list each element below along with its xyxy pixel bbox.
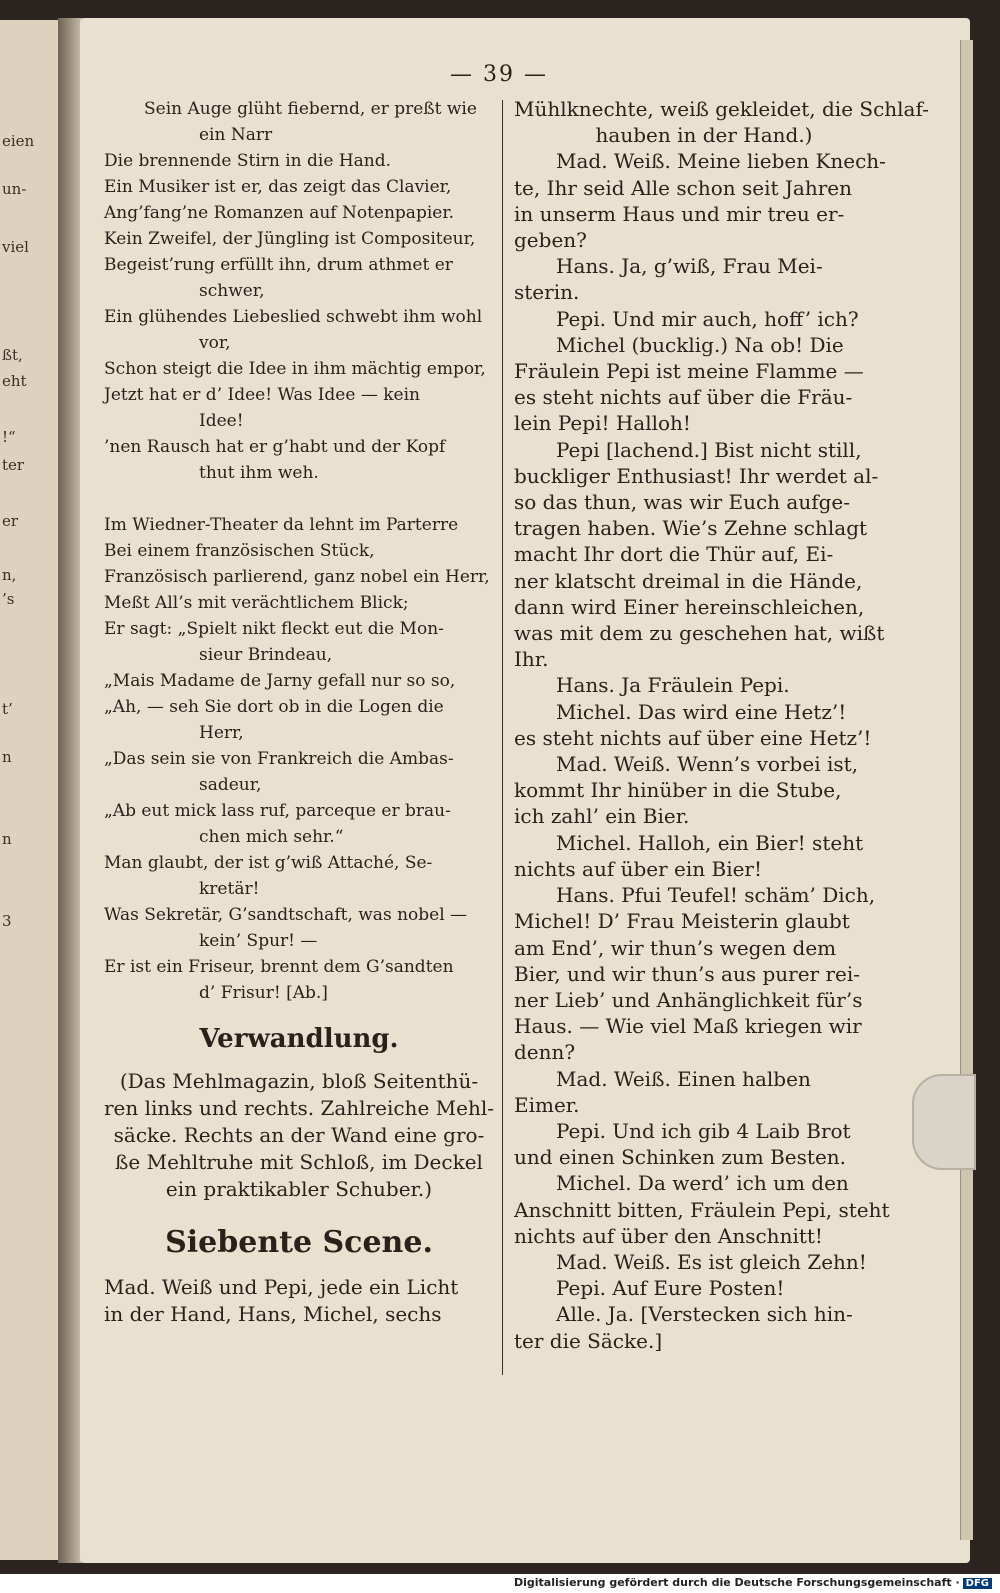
text-line: Idee!	[199, 411, 244, 431]
text-line: es steht nichts auf über eine Hetz’!	[514, 725, 872, 750]
text-line: Michel. Halloh, ein Bier! steht	[556, 830, 864, 855]
text-line: Mad. Weiß. Meine lieben Knech-	[556, 149, 886, 174]
text-line: Ein glühendes Liebeslied schwebt ihm wohl	[104, 307, 483, 327]
margin-fragment: un-	[2, 180, 27, 198]
text-line: Hans. Ja Fräulein Pepi.	[556, 673, 790, 698]
text-line: am End’, wir thun’s wegen dem	[514, 935, 837, 960]
text-line: Ang’fang’ne Romanzen auf Notenpapier.	[104, 203, 454, 223]
column-rule	[502, 100, 503, 1375]
text-line: Fräulein Pepi ist meine Flamme —	[514, 359, 864, 384]
text-line: buckliger Enthusiast! Ihr werdet al-	[514, 463, 879, 488]
text-line: Michel (bucklig.) Na ob! Die	[556, 332, 844, 357]
text-line: d’ Frisur! [Ab.]	[199, 983, 328, 1003]
text-line: in der Hand, Hans, Michel, sechs	[104, 1302, 442, 1326]
text-line: Meßt All’s mit verächtlichem Blick;	[104, 593, 409, 613]
text-line: Mad. Weiß und Pepi, jede ein Licht	[104, 1275, 459, 1299]
text-line: ein Narr	[199, 125, 273, 145]
stage-direction-scene-setting	[104, 1068, 494, 1203]
text-line: Er sagt: „Spielt nikt fleckt eut die Mon-	[104, 619, 444, 639]
text-line: „Das sein sie von Frankreich die Ambas-	[104, 749, 454, 769]
text-line: denn?	[514, 1040, 576, 1065]
text-line: tragen haben. Wie’s Zehne schlagt	[514, 516, 868, 541]
footer-text: Digitalisierung gefördert durch die Deutsche Forschungsgemeinschaft ·	[513, 1576, 960, 1589]
text-line: Er ist ein Friseur, brennt dem G’sandten	[104, 957, 454, 977]
text-line: und einen Schinken zum Besten.	[514, 1145, 847, 1170]
text-line: Jetzt hat er d’ Idee! Was Idee — kein	[104, 385, 420, 405]
margin-fragment: n	[2, 830, 12, 848]
text-line: Ihr.	[514, 647, 549, 672]
transformation-heading: Verwandlung.	[199, 1024, 399, 1054]
text-line: hauben in der Hand.)	[595, 123, 813, 148]
margin-fragment: n,	[2, 566, 17, 584]
margin-fragment: 3	[2, 912, 12, 930]
text-line: Schon steigt die Idee in ihm mächtig empor,	[104, 359, 486, 379]
text-line: Pepi. Auf Eure Posten!	[556, 1276, 785, 1301]
margin-fragment: eien	[2, 132, 35, 150]
page-number: — 39 —	[450, 62, 548, 87]
text-line: dann wird Einer hereinschleichen,	[514, 594, 865, 619]
verse-stanza-1	[104, 96, 494, 486]
text-line: „Ab eut mick lass ruf, parceque er brau-	[104, 801, 451, 821]
text-line: Ein Musiker ist er, das zeigt das Clavier,	[104, 177, 452, 197]
text-line: macht Ihr dort die Thür auf, Ei-	[514, 542, 834, 567]
text-line: ich zahl’ ein Bier.	[514, 804, 690, 829]
margin-fragment: ter	[2, 456, 25, 474]
right-column	[514, 96, 929, 1354]
text-line: Anschnitt bitten, Fräulein Pepi, steht	[514, 1197, 890, 1222]
text-line: Mad. Weiß. Wenn’s vorbei ist,	[556, 752, 859, 777]
text-line: nichts auf über den Anschnitt!	[514, 1223, 823, 1248]
text-line: sieur Brindeau,	[199, 645, 333, 665]
text-line: säcke. Rechts an der Wand eine gro-	[113, 1123, 485, 1147]
text-line: geben?	[514, 228, 587, 253]
text-line: ein praktikabler Schuber.)	[165, 1177, 433, 1201]
margin-fragment: eht	[2, 372, 27, 390]
margin-fragment: n	[2, 748, 12, 766]
text-line: nichts auf über ein Bier!	[514, 856, 763, 881]
verse-stanza-2	[104, 512, 494, 1006]
text-line: Eimer.	[514, 1092, 580, 1117]
text-line: ße Mehltruhe mit Schloß, im Deckel	[115, 1150, 483, 1174]
text-line: Bier, und wir thun’s aus purer rei-	[514, 961, 860, 986]
text-line: so das thun, was wir Euch aufge-	[514, 490, 851, 515]
text-line: chen mich sehr.“	[199, 827, 344, 847]
left-column	[104, 96, 494, 1328]
book-gutter	[58, 18, 82, 1563]
text-line: ner klatscht dreimal in die Hände,	[514, 568, 863, 593]
text-line: in unserm Haus und mir treu er-	[514, 201, 845, 226]
page-stack-edge	[960, 40, 973, 1540]
text-line: Pepi. Und mir auch, hoff’ ich?	[556, 306, 859, 331]
text-line: Haus. — Wie viel Maß kriegen wir	[514, 1014, 862, 1039]
footer-credit	[514, 1576, 992, 1589]
text-line: Hans. Ja, g’wiß, Frau Mei-	[556, 254, 823, 279]
text-line: Sein Auge glüht fiebernd, er preßt wie	[144, 99, 477, 119]
text-line: Michel! D’ Frau Meisterin glaubt	[514, 909, 850, 934]
text-line: Pepi [lachend.] Bist nicht still,	[556, 437, 862, 462]
text-line: lein Pepi! Halloh!	[514, 411, 691, 436]
margin-fragment: ßt,	[2, 346, 23, 364]
text-line: Begeist’rung erfüllt ihn, drum athmet er	[104, 255, 453, 275]
text-line: Hans. Pfui Teufel! schäm’ Dich,	[556, 883, 876, 908]
margin-fragment: er	[2, 512, 19, 530]
margin-fragment: ’s	[2, 590, 15, 608]
text-line: Mühlknechte, weiß gekleidet, die Schlaf-	[514, 97, 929, 121]
text-line: kommt Ihr hinüber in die Stube,	[514, 778, 842, 803]
text-line: es steht nichts auf über die Fräu-	[514, 385, 853, 410]
stage-direction-characters	[104, 1274, 494, 1328]
margin-fragment: !“	[2, 428, 16, 446]
text-line: Bei einem französischen Stück,	[104, 541, 375, 561]
text-line: Pepi. Und ich gib 4 Laib Brot	[556, 1118, 851, 1143]
text-line: ter die Säcke.]	[514, 1328, 663, 1353]
text-line: schwer,	[199, 281, 265, 301]
text-line: vor,	[199, 333, 231, 353]
page-clip	[912, 1074, 976, 1170]
text-line: sterin.	[514, 280, 580, 305]
text-line: was mit dem zu geschehen hat, wißt	[514, 621, 885, 646]
text-line: Mad. Weiß. Es ist gleich Zehn!	[556, 1249, 867, 1274]
text-line: Herr,	[199, 723, 244, 743]
text-line: kein’ Spur! —	[199, 931, 318, 951]
text-line: Man glaubt, der ist g’wiß Attaché, Se-	[104, 853, 433, 873]
dfg-logo: DFG	[963, 1578, 992, 1589]
text-line: Was Sekretär, G’sandtschaft, was nobel —	[104, 905, 468, 925]
text-line: ren links und rechts. Zahlreiche Mehl-	[104, 1096, 494, 1120]
margin-fragment: viel	[2, 238, 29, 256]
text-line: „Mais Madame de Jarny gefall nur so so,	[104, 671, 456, 691]
text-line: (Das Mehlmagazin, bloß Seitenthü-	[119, 1069, 479, 1093]
text-line: Alle. Ja. [Verstecken sich hin-	[556, 1302, 853, 1327]
text-line: Michel. Da werd’ ich um den	[556, 1171, 849, 1196]
text-line: Kein Zweifel, der Jüngling ist Compositeur,	[104, 229, 476, 249]
text-line: te, Ihr seid Alle schon seit Jahren	[514, 175, 852, 200]
text-line: Französisch parlierend, ganz nobel ein Herr,	[104, 567, 490, 587]
text-line: Die brennende Stirn in die Hand.	[104, 151, 392, 171]
text-line: Mad. Weiß. Einen halben	[556, 1066, 811, 1091]
text-line: ’nen Rausch hat er g’habt und der Kopf	[104, 437, 446, 457]
text-line: ner Lieb’ und Anhänglichkeit für’s	[514, 987, 863, 1012]
text-line: Michel. Das wird eine Hetz’!	[556, 699, 847, 724]
text-line: Im Wiedner-Theater da lehnt im Parterre	[104, 515, 459, 535]
text-line: thut ihm weh.	[199, 463, 319, 483]
scene-heading: Siebente Scene.	[165, 1225, 433, 1260]
margin-fragment: t’	[2, 700, 13, 718]
text-line: kretär!	[199, 879, 260, 899]
text-line: sadeur,	[199, 775, 262, 795]
text-line: „Ah, — seh Sie dort ob in die Logen die	[104, 697, 444, 717]
